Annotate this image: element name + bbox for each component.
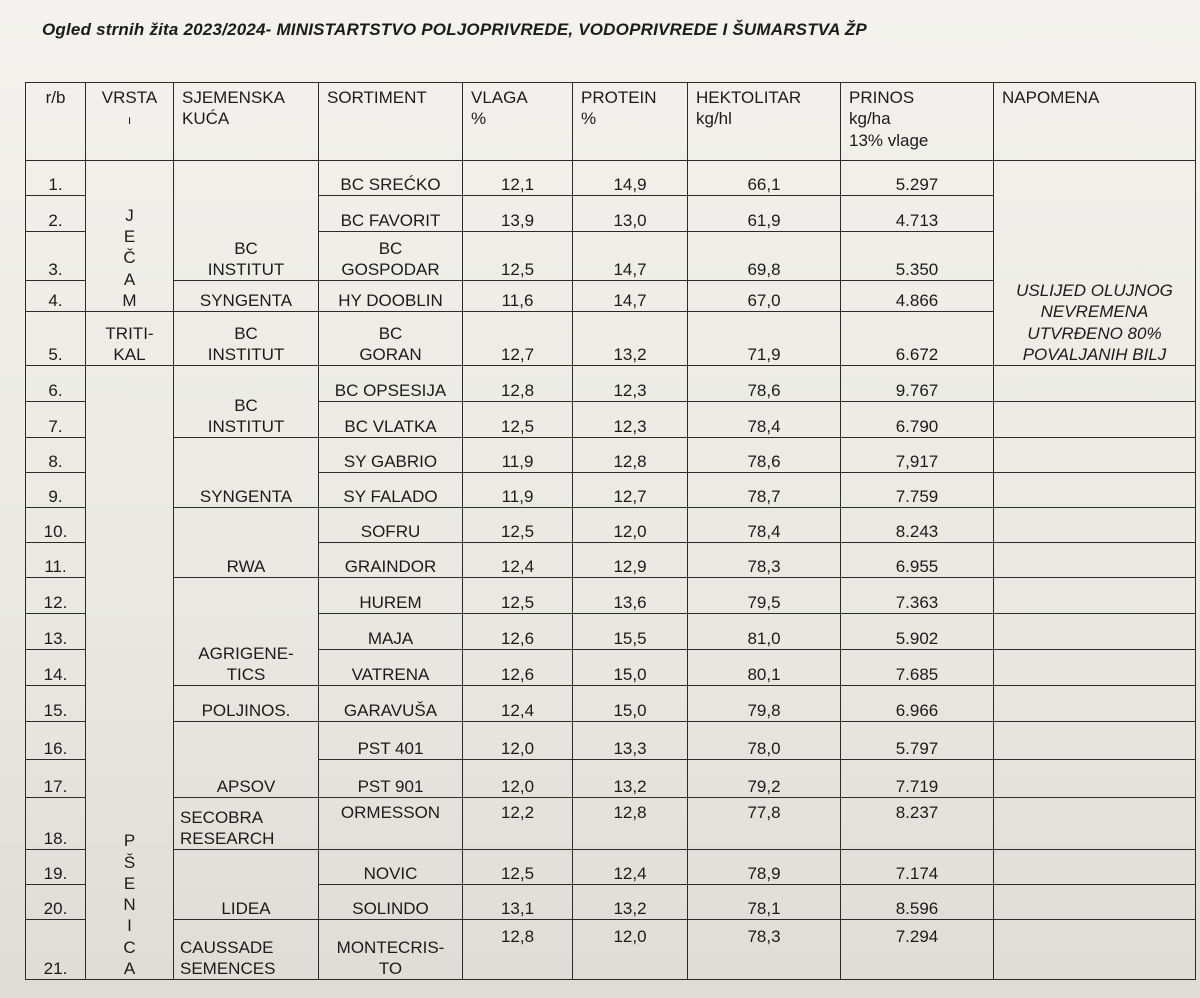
- prinos-cell: 6.955: [841, 543, 994, 578]
- rb-cell: 21.: [26, 920, 86, 980]
- hektolitar-cell: 78,1: [688, 885, 841, 920]
- header-vlaga: VLAGA %: [463, 83, 573, 161]
- sortiment-cell: MONTECRIS- TO: [319, 920, 463, 980]
- prinos-cell: 7.174: [841, 850, 994, 885]
- sortiment-cell: GRAINDOR: [319, 543, 463, 578]
- hektolitar-cell: 78,3: [688, 920, 841, 980]
- hektolitar-cell: 80,1: [688, 650, 841, 686]
- sortiment-cell: SY FALADO: [319, 473, 463, 508]
- protein-cell: 13,2: [573, 312, 688, 366]
- vlaga-cell: 13,1: [463, 885, 573, 920]
- vlaga-cell: 12,8: [463, 366, 573, 402]
- sortiment-cell: MAJA: [319, 614, 463, 650]
- company-cell: BC INSTITUT: [174, 366, 319, 438]
- vlaga-cell: 12,2: [463, 798, 573, 850]
- sortiment-cell: BC GOSPODAR: [319, 232, 463, 281]
- vlaga-cell: 11,6: [463, 281, 573, 312]
- protein-cell: 13,2: [573, 885, 688, 920]
- vlaga-cell: 12,5: [463, 578, 573, 614]
- company-cell: SYNGENTA: [174, 281, 319, 312]
- rb-cell: 16.: [26, 722, 86, 760]
- vlaga-cell: 12,7: [463, 312, 573, 366]
- protein-cell: 15,0: [573, 650, 688, 686]
- company-cell: BC INSTITUT: [174, 161, 319, 281]
- vrsta-tritikal: TRITI- KAL: [86, 312, 174, 366]
- prinos-cell: 7.685: [841, 650, 994, 686]
- table-row: [26, 161, 1196, 196]
- protein-cell: 13,2: [573, 760, 688, 798]
- header-row: [26, 83, 1196, 161]
- hektolitar-cell: 78,3: [688, 543, 841, 578]
- prinos-cell: 8.237: [841, 798, 994, 850]
- hektolitar-cell: 77,8: [688, 798, 841, 850]
- sortiment-cell: BC FAVORIT: [319, 196, 463, 232]
- vlaga-cell: 12,6: [463, 650, 573, 686]
- rb-cell: 8.: [26, 438, 86, 473]
- rb-cell: 6.: [26, 366, 86, 402]
- protein-cell: 13,3: [573, 722, 688, 760]
- hektolitar-cell: 67,0: [688, 281, 841, 312]
- protein-cell: 12,8: [573, 438, 688, 473]
- rb-cell: 9.: [26, 473, 86, 508]
- rb-cell: 3.: [26, 232, 86, 281]
- company-cell: APSOV: [174, 722, 319, 798]
- prinos-cell: 8.596: [841, 885, 994, 920]
- company-cell: SECOBRA RESEARCH: [174, 798, 319, 850]
- table-row: [26, 722, 1196, 760]
- rb-cell: 10.: [26, 508, 86, 543]
- napomena-cell: [994, 760, 1196, 798]
- vlaga-cell: 12,6: [463, 614, 573, 650]
- prinos-cell: 5.297: [841, 161, 994, 196]
- prinos-cell: 9.767: [841, 366, 994, 402]
- napomena-cell: [994, 402, 1196, 438]
- sortiment-cell: VATRENA: [319, 650, 463, 686]
- rb-cell: 1.: [26, 161, 86, 196]
- vrsta-psenica: P Š E N I C A: [86, 366, 174, 980]
- protein-cell: 14,7: [573, 232, 688, 281]
- hektolitar-cell: 78,6: [688, 438, 841, 473]
- header-vrsta-mark: ı: [127, 113, 132, 128]
- napomena-cell: [994, 366, 1196, 402]
- prinos-cell: 4.866: [841, 281, 994, 312]
- sortiment-cell: ORMESSON: [319, 798, 463, 850]
- header-prinos: PRINOS kg/ha 13% vlage: [841, 83, 994, 161]
- protein-cell: 12,8: [573, 798, 688, 850]
- header-vrsta: [86, 83, 174, 161]
- rb-cell: 14.: [26, 650, 86, 686]
- napomena-note: USLIJED OLUJNOG NEVREMENA UTVRĐENO 80% POVALJANIH BILJ: [994, 161, 1196, 366]
- table-row: [26, 920, 1196, 980]
- company-cell: BC INSTITUT: [174, 312, 319, 366]
- company-cell: SYNGENTA: [174, 438, 319, 508]
- header-protein: PROTEIN %: [573, 83, 688, 161]
- table-row: [26, 366, 1196, 402]
- protein-cell: 13,0: [573, 196, 688, 232]
- prinos-cell: 8.243: [841, 508, 994, 543]
- header-hektolitar: HEKTOLITAR kg/hl: [688, 83, 841, 161]
- header-kuca: SJEMENSKA KUĆA: [174, 83, 319, 161]
- table-row: [26, 686, 1196, 722]
- table-row: [26, 798, 1196, 850]
- sortiment-cell: SOLINDO: [319, 885, 463, 920]
- hektolitar-cell: 66,1: [688, 161, 841, 196]
- vlaga-cell: 11,9: [463, 473, 573, 508]
- protein-cell: 12,3: [573, 402, 688, 438]
- vrsta-jecam: J E Č A M: [86, 161, 174, 312]
- sortiment-cell: GARAVUŠA: [319, 686, 463, 722]
- hektolitar-cell: 78,9: [688, 850, 841, 885]
- sortiment-cell: PST 901: [319, 760, 463, 798]
- rb-cell: 11.: [26, 543, 86, 578]
- protein-cell: 12,0: [573, 508, 688, 543]
- header-sortiment: SORTIMENT: [319, 83, 463, 161]
- napomena-cell: [994, 438, 1196, 473]
- rb-cell: 18.: [26, 798, 86, 850]
- company-cell: POLJINOS.: [174, 686, 319, 722]
- hektolitar-cell: 78,4: [688, 508, 841, 543]
- prinos-cell: 7.759: [841, 473, 994, 508]
- protein-cell: 13,6: [573, 578, 688, 614]
- company-cell: AGRIGENE- TICS: [174, 578, 319, 686]
- table-row: [26, 438, 1196, 473]
- prinos-cell: 7.294: [841, 920, 994, 980]
- protein-cell: 15,0: [573, 686, 688, 722]
- protein-cell: 12,7: [573, 473, 688, 508]
- napomena-cell: [994, 885, 1196, 920]
- rb-cell: 2.: [26, 196, 86, 232]
- sortiment-cell: NOVIC: [319, 850, 463, 885]
- hektolitar-cell: 61,9: [688, 196, 841, 232]
- results-table: [25, 82, 1196, 980]
- vlaga-cell: 12,4: [463, 543, 573, 578]
- sortiment-cell: BC SREĆKO: [319, 161, 463, 196]
- prinos-cell: 5.902: [841, 614, 994, 650]
- company-cell: LIDEA: [174, 850, 319, 920]
- company-cell: RWA: [174, 508, 319, 578]
- hektolitar-cell: 69,8: [688, 232, 841, 281]
- vlaga-cell: 12,5: [463, 508, 573, 543]
- protein-cell: 12,3: [573, 366, 688, 402]
- rb-cell: 7.: [26, 402, 86, 438]
- sortiment-cell: HY DOOBLIN: [319, 281, 463, 312]
- protein-cell: 12,0: [573, 920, 688, 980]
- sortiment-cell: SY GABRIO: [319, 438, 463, 473]
- vlaga-cell: 12,4: [463, 686, 573, 722]
- napomena-cell: [994, 798, 1196, 850]
- rb-cell: 13.: [26, 614, 86, 650]
- vlaga-cell: 12,5: [463, 232, 573, 281]
- vlaga-cell: 12,0: [463, 760, 573, 798]
- hektolitar-cell: 78,0: [688, 722, 841, 760]
- vlaga-cell: 12,8: [463, 920, 573, 980]
- hektolitar-cell: 79,2: [688, 760, 841, 798]
- rb-cell: 17.: [26, 760, 86, 798]
- sortiment-cell: PST 401: [319, 722, 463, 760]
- napomena-cell: [994, 473, 1196, 508]
- napomena-cell: [994, 543, 1196, 578]
- document-title: Ogled strnih žita 2023/2024- MINISTARTSTVO POLJOPRIVREDE, VODOPRIVREDE I ŠUMARSTVA ŽP: [42, 20, 867, 39]
- vlaga-cell: 12,1: [463, 161, 573, 196]
- napomena-cell: [994, 508, 1196, 543]
- vlaga-cell: 11,9: [463, 438, 573, 473]
- vlaga-cell: 12,5: [463, 850, 573, 885]
- table-row: [26, 850, 1196, 885]
- prinos-cell: 5.350: [841, 232, 994, 281]
- napomena-cell: [994, 850, 1196, 885]
- rb-cell: 19.: [26, 850, 86, 885]
- prinos-cell: 6.966: [841, 686, 994, 722]
- company-cell: CAUSSADE SEMENCES: [174, 920, 319, 980]
- prinos-cell: 6.790: [841, 402, 994, 438]
- sortiment-cell: BC VLATKA: [319, 402, 463, 438]
- vlaga-cell: 12,5: [463, 402, 573, 438]
- sortiment-cell: BC GORAN: [319, 312, 463, 366]
- protein-cell: 14,9: [573, 161, 688, 196]
- protein-cell: 14,7: [573, 281, 688, 312]
- sortiment-cell: BC OPSESIJA: [319, 366, 463, 402]
- hektolitar-cell: 78,6: [688, 366, 841, 402]
- rb-cell: 15.: [26, 686, 86, 722]
- protein-cell: 12,9: [573, 543, 688, 578]
- sortiment-cell: HUREM: [319, 578, 463, 614]
- header-rb: r/b: [26, 83, 86, 161]
- hektolitar-cell: 78,7: [688, 473, 841, 508]
- protein-cell: 12,4: [573, 850, 688, 885]
- prinos-cell: 6.672: [841, 312, 994, 366]
- napomena-cell: [994, 722, 1196, 760]
- prinos-cell: 4.713: [841, 196, 994, 232]
- prinos-cell: 7,917: [841, 438, 994, 473]
- vlaga-cell: 12,0: [463, 722, 573, 760]
- rb-cell: 5.: [26, 312, 86, 366]
- napomena-cell: [994, 614, 1196, 650]
- hektolitar-cell: 71,9: [688, 312, 841, 366]
- prinos-cell: 5.797: [841, 722, 994, 760]
- napomena-cell: [994, 920, 1196, 980]
- rb-cell: 4.: [26, 281, 86, 312]
- napomena-cell: [994, 686, 1196, 722]
- prinos-cell: 7.363: [841, 578, 994, 614]
- table-row: [26, 508, 1196, 543]
- napomena-cell: [994, 578, 1196, 614]
- protein-cell: 15,5: [573, 614, 688, 650]
- rb-cell: 20.: [26, 885, 86, 920]
- rb-cell: 12.: [26, 578, 86, 614]
- vlaga-cell: 13,9: [463, 196, 573, 232]
- hektolitar-cell: 81,0: [688, 614, 841, 650]
- hektolitar-cell: 78,4: [688, 402, 841, 438]
- header-napomena: NAPOMENA: [994, 83, 1196, 161]
- header-vrsta-label: VRSTA: [101, 88, 158, 107]
- hektolitar-cell: 79,5: [688, 578, 841, 614]
- sortiment-cell: SOFRU: [319, 508, 463, 543]
- table-row: [26, 578, 1196, 614]
- hektolitar-cell: 79,8: [688, 686, 841, 722]
- napomena-cell: [994, 650, 1196, 686]
- prinos-cell: 7.719: [841, 760, 994, 798]
